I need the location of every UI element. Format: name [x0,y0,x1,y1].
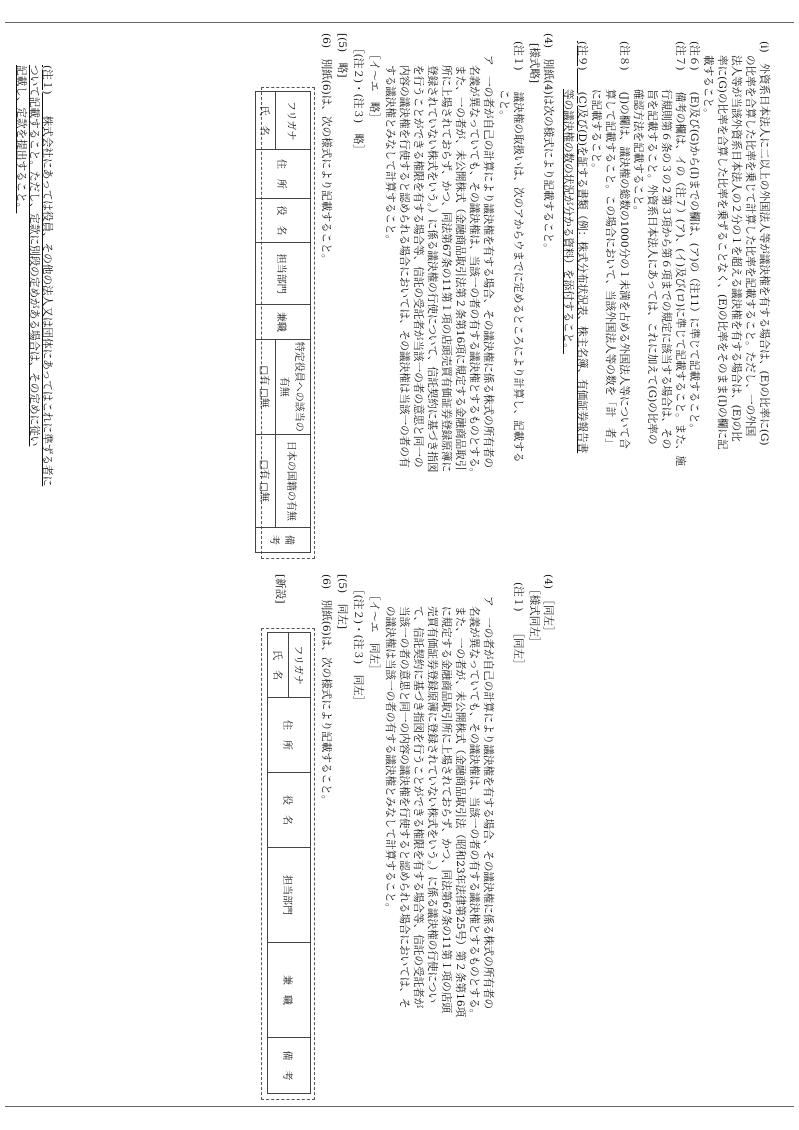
furigana-cell: フリガナ [289,633,311,698]
text-line: 登録されていない株式をいう。）に係る議決権の行使について、信託契約に基づき指図 [426,65,438,473]
text-line: 率に(G)の比率を合算した比率を乗ずることなく、(E)の比率をそのまま(I)の欄に記 [716,55,728,450]
table-note-line: 記載し、定款を提出すること。 [15,65,27,214]
remarks-header: 備 考 [256,528,311,553]
specific-officer-option: □有 □無 [256,339,276,434]
text-line: (注１) ［同左］ [512,582,524,670]
text-line: [(5) 略] [336,33,348,78]
section-heading: (6) 別紙(6)は、次の様式により記載すること。 [320,574,332,806]
table-note-line: ついて記載すること。ただし、定款に別段の定めがある場合は、その定めに従い [28,65,40,447]
text-line: 売買有価証券登録原簿に登録されていない株式をいう。）に係る議決権の行使につい [426,606,438,1004]
top-rule [5,22,794,23]
text-line: 名義が異なっていても、その議決権は、当該一の者の有する議決権とするものとする。 [468,606,480,1020]
text-line: こと。 [498,89,510,121]
text-line: 行規則第６条の３の２第３項から第６項までの規定に該当する場合は、その [660,89,672,450]
address-header: 住 所 [268,698,311,773]
text-line: ［イ～エ 同左］ [368,590,380,675]
bottom-rule [5,1106,794,1107]
text-line: の比率を合算した比率を乗じて計算した比率を記載すること。ただし、一の外国 [744,55,756,437]
remarks-header: 備 考 [268,1038,311,1094]
bottom-rotated-frame [0,566,799,1106]
text-line: 旨を記載すること。外資系日本法人にあっては、これに加えて(G)の比率の [646,89,658,445]
position-header: 役 名 [268,773,311,848]
section-heading: (6) 別紙(6)は、次の様式により記載すること。 [320,33,332,265]
furigana-cell: フリガナ [276,92,311,150]
text-line: 法人等が当該外資系日本法人の２分の１を超える議決権を有する場合は、(E)の比 [730,55,742,442]
text-line: て、信託契約に基づき指図を行うことができる権限を有する場合等、信託の受託者が [412,606,424,1009]
top-table-note-column [14,25,54,565]
text-line: 載すること。 [702,55,714,119]
new-provision-label: [新設] [274,574,286,604]
name-cell: 氏 名 [268,633,290,698]
text-line: 確認方法を記載すること。 [632,89,644,217]
text-line: ア 一の者が自己の計算により議決権を有する場合、その議決権に係る株式の所有者の [482,55,494,469]
text-line: 算して記載すること。この場合において、当該外国法人等の数を「計 者」 [604,89,616,449]
table-note-line: (注１) 株式会社にあっては役員、その他の法人又は団体にあってはこれに準ずる者に [41,65,53,487]
text-line: ［(注２)・(注３) 略］ [352,43,364,155]
text-line: また、一の者が、未公開株式（金融商品取引法第２条第16項に規定する金融商品取引 [454,65,466,471]
name-cell: 氏 名 [256,92,276,150]
text-line: 内容の議決権を行使すると認められる場合においては、その議決権は当該一の者の有 [398,65,410,468]
concurrent-header: 兼 職 [268,943,311,1038]
text-line: (i) 外資系日本法人に二以上の外国法人等が議決権を有する場合は、(E)の比率に(G) [758,41,770,446]
nationality-option: □有 □無 [256,434,276,527]
text-line: 所に上場されておらず、かつ、同法第67条の11第１項の店頭売買有価証券登録原簿に [440,65,452,473]
text-line: に記載すること。 [590,89,602,174]
text-line: (注８) (J)の欄は、議決権の総数の1000分の１未満を占める外国法人等について合 [618,41,630,449]
text-line: する議決権とみなして計算すること。 [384,65,396,246]
text-line: 当該一の者の意思と同一の内容の議決権を行使すると認められる場合においては、そ [398,606,410,1009]
text-line: ア 一の者が自己の計算により議決権を有する場合、その議決権に係る株式の所有者の [482,596,494,1010]
text-line: ［イ～エ 略］ [368,49,380,124]
text-line: 等の議決権の数の状況が分かる資料）を添付すること。 [562,89,574,354]
text-line: (注７) 備考の欄は、イの（注７）(ア)、(イ)及び(ロ)に準じて記載すること。また、施 [674,41,686,467]
section-heading: (4) 別紙(4)は次の様式により記載すること。 [542,33,554,254]
concurrent-header: 兼職 [256,305,311,340]
text-line: (注１) 議決権の取扱いは、次のアからウまでに定めるところにより計算し、記載する [512,41,524,463]
text-line: [(5) 同左] [336,574,348,630]
dept-header: 担当部門 [268,848,311,943]
address-header: 住 所 [256,150,311,198]
text-line: (注９) (C)及び(D)を証する書類（例：株式分布状況表、株主名簿、有価証券報告書 [576,41,588,454]
position-header: 役 名 [256,198,311,243]
text-line: また、一の者が、未公開株式（金融商品取引法（昭和23年法律第25号）第２条第16項 [454,606,466,1018]
text-line: に規定する金融商品取引所に上場されておらず、かつ、同法第67条の11第１項の店頭 [440,606,452,1014]
officer-table [267,632,311,1094]
nationality-header: 日本の国籍の有無 [276,434,311,527]
text-line: ［様式同左］ [528,584,540,648]
section-heading: (4) ［同左］ [542,574,554,637]
text-line: (注６) (E)及び(G)から(I)までの欄は、(ア)の（注11）に準じて記載すること。 [688,41,700,435]
specific-officer-header: 特定役員への該当の有無 [276,339,311,434]
text-line: ［(注２)・(注３) 同左］ [352,584,364,707]
top-table-notes [0,25,799,565]
text-line: の議決権は当該一の者の有する議決権とみなして計算すること。 [384,606,396,914]
text-line: 名義が異なっていても、その議決権は、当該一の者の有する議決権とするものとする。 [468,65,480,479]
text-line: を行うことができる権限を有する場合等、信託の受託者が当該一の者の意思と同一の [412,65,424,468]
dept-header: 担当部門 [256,243,311,305]
text-line: [様式略] [528,43,540,84]
bottom-section [0,566,799,1106]
